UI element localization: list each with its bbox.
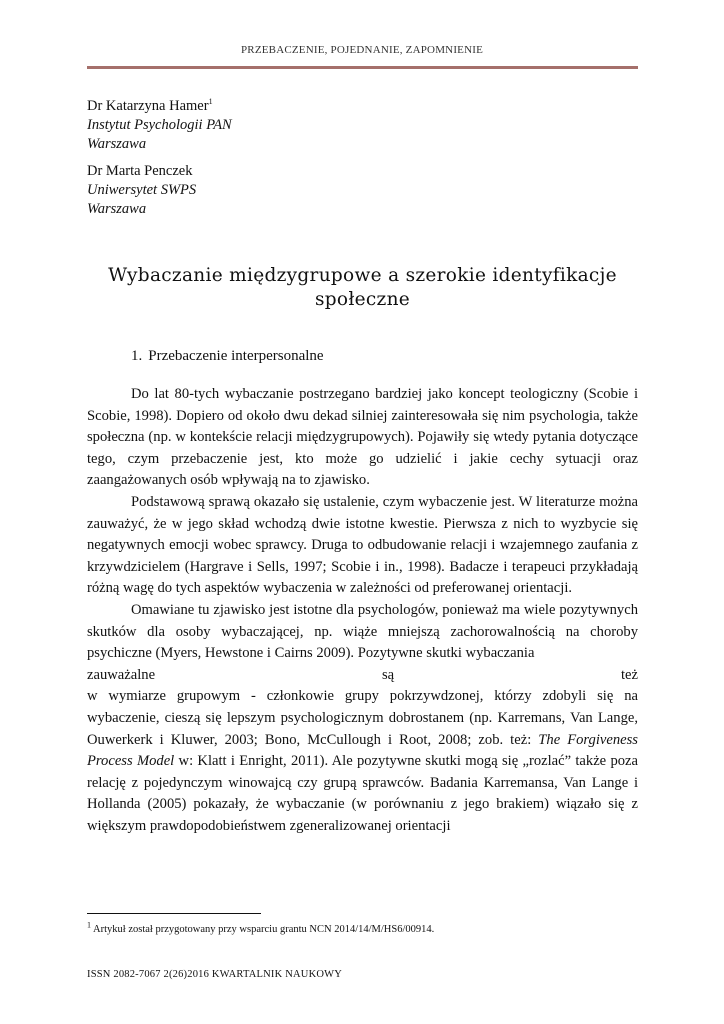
author-city: Warszawa bbox=[87, 136, 147, 152]
word: też bbox=[620, 666, 638, 683]
paragraph: Do lat 80-tych wybaczanie postrzegano bardziej jako koncept teologiczny (Scobie i Scobie, 1998). Dopiero od około dwu dekad silniej zainteresowała się nim psychologia, także społeczna (np. w kontekście relacji międzygrupowych). Pojawiły się wtedy pytania dotyczące tego, czym przebaczenie jest, kto może go udzielić i jakie cechy sytuacji oraz zaangażowanych osób wpływają na to zjawisko. bbox=[87, 386, 638, 489]
paragraph-text: w wymiarze grupowym - członkowie grupy pokrzywdzonej, którzy zdobyli się na wybaczenie, cieszą się lepszym psychologicznym dobrostanem (np. Karremans, Van Lange, Ouwerkerk i Kluwer, 2003; Bono, McCullough i Root, 2008; zob. też: bbox=[87, 688, 638, 748]
footnote-rule bbox=[87, 913, 261, 914]
section-number: 1. bbox=[131, 348, 143, 364]
author-block bbox=[87, 162, 232, 219]
running-header: PRZEBACZENIE, POJEDNANIE, ZAPOMNIENIE bbox=[240, 44, 484, 56]
paragraph-continuation bbox=[87, 686, 638, 837]
section-heading bbox=[131, 348, 324, 365]
footnote-text: Artykuł został przygotowany przy wsparciu grantu NCN 2014/14/M/HS6/00914. bbox=[93, 924, 435, 935]
word: są bbox=[381, 666, 395, 683]
author-block bbox=[87, 97, 232, 154]
footnote-number: 1 bbox=[87, 920, 91, 930]
header-rule bbox=[87, 66, 638, 69]
page-footer: ISSN 2082-7067 2(26)2016 KWARTALNIK NAUKOWY bbox=[87, 969, 343, 980]
footnote-marker: 1 bbox=[208, 97, 213, 107]
italic-title: The Forgiveness Process Model bbox=[87, 731, 638, 770]
spread-line bbox=[87, 665, 638, 687]
author-institution: Instytut Psychologii PAN bbox=[87, 117, 232, 133]
author-institution: Uniwersytet SWPS bbox=[87, 182, 197, 198]
section-title: Przebaczenie interpersonalne bbox=[148, 348, 324, 364]
paragraph-text: w: Klatt i Enright, 2011). Ale pozytywne skutki mogą się „rozlać” także poza relację z pojedynczym winowajcą czy grupą sprawców. Badania Karremansa, Van Lange i Hollanda (2005) pokazały, że wybaczanie (w porównaniu z jego brakiem) wiązało się z większym prawdopodobieństwem zgeneralizowanej orientacji bbox=[87, 753, 639, 834]
title-line: Wybaczanie międzygrupowe a szerokie identyfikacje bbox=[108, 265, 617, 286]
body-text bbox=[87, 384, 638, 837]
word: zauważalne bbox=[87, 666, 156, 683]
paper-title bbox=[87, 264, 638, 312]
author-name: Dr Marta Penczek bbox=[87, 163, 193, 179]
paragraph bbox=[87, 600, 638, 665]
footnote bbox=[87, 920, 435, 935]
paragraph-text: Omawiane tu zjawisko jest istotne dla psychologów, ponieważ ma wiele pozytywnych skutków dla osoby wybaczającej, np. wiąże mniejszą zachorowalnością na choroby psychiczne (Myers, Hewstone i Cairns 2009). Pozytywne skutki wybaczania bbox=[87, 601, 638, 662]
paragraph: Podstawową sprawą okazało się ustalenie, czym wybaczenie jest. W literaturze można zauważyć, że w jego skład wchodzą dwie istotne kwestie. Pierwsza z nich to wyzbycie się negatywnych emocji wobec sprawcy. Druga to odbudowanie relacji i wzajemnego zaufania z krzywdzicielem (Hargrave i Sells, 1997; Scobie i in., 1998). Badacze i terapeuci przykładają różną wagę do tych aspektów wybaczenia w zależności od preferowanej orientacji. bbox=[87, 493, 638, 597]
author-city: Warszawa bbox=[87, 201, 147, 217]
author-list bbox=[87, 97, 232, 227]
author-name: Dr Katarzyna Hamer bbox=[87, 98, 209, 114]
title-line: społeczne bbox=[314, 289, 411, 310]
